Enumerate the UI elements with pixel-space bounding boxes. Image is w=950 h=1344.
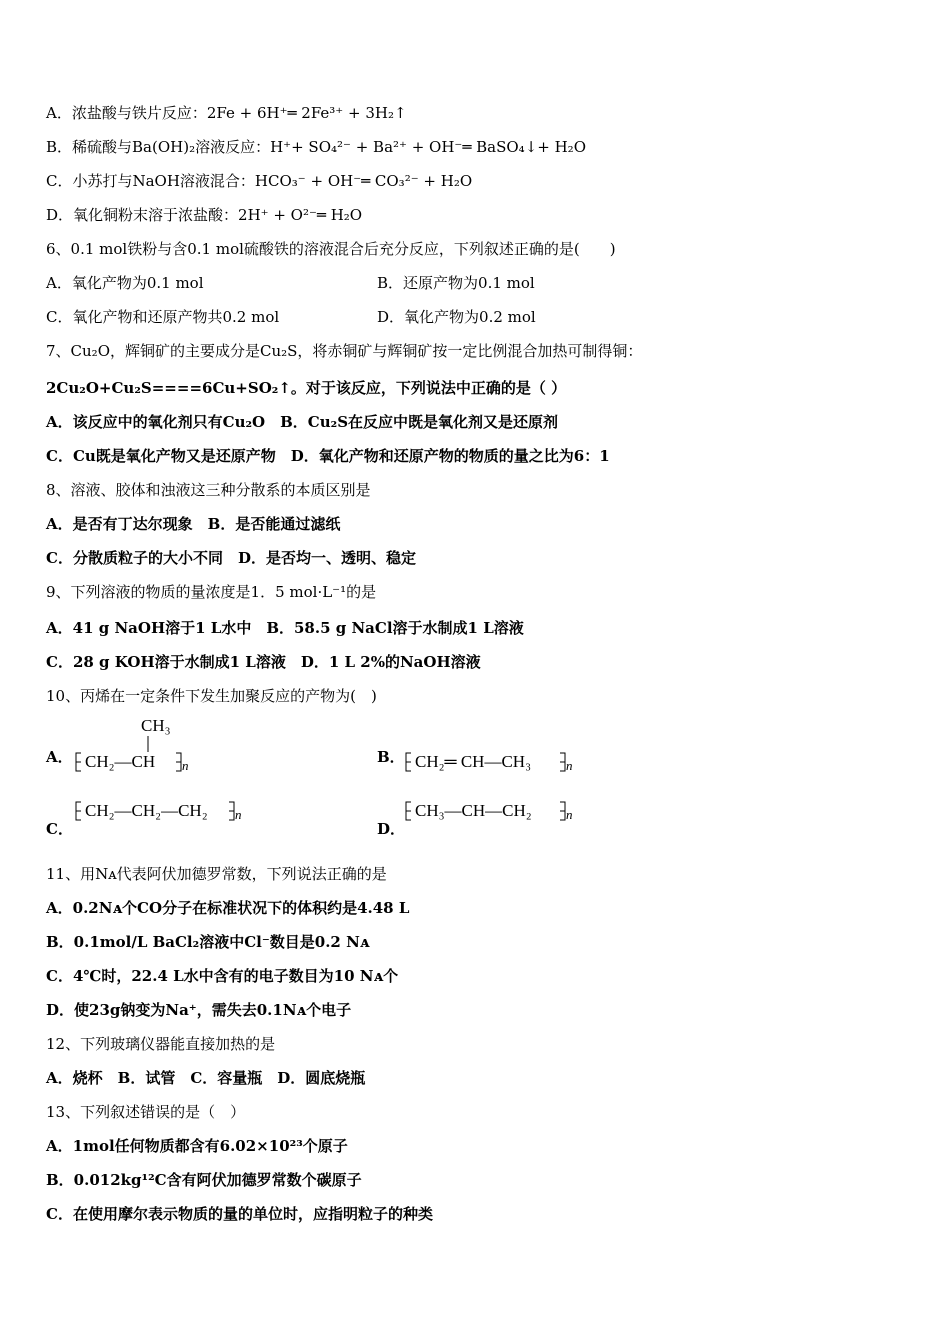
q9-options-cd: C．28 g KOH溶于水制成1 L溶液 D．1 L 2%的NaOH溶液: [46, 653, 481, 671]
q5-option-c: C．小苏打与NaOH溶液混合：HCO₃⁻ + OH⁻═ CO₃²⁻ + H₂O: [46, 172, 473, 190]
q7-equation: 2Cu₂O+Cu₂S====6Cu+SO₂↑。对于该反应，下列说法中正确的是（ ）: [46, 379, 567, 397]
q8-options-cd: C．分散质粒子的大小不同 D．是否均一、透明、稳定: [46, 549, 416, 567]
q6-option-a: A．氧化产物为0.1 mol: [46, 274, 204, 292]
q10-d-n: n: [566, 807, 573, 822]
q12-options: A．烧杯 B．试管 C．容量瓶 D．圆底烧瓶: [46, 1069, 366, 1087]
q10-stem: 10、丙烯在一定条件下发生加聚反应的产物为( ): [46, 687, 377, 705]
q10-b-n: n: [566, 758, 573, 773]
q6-option-c: C．氧化产物和还原产物共0.2 mol: [46, 308, 280, 326]
q10-a-n: n: [182, 758, 189, 773]
q10-option-b-structure: [405, 752, 575, 774]
q10-option-c-structure: [75, 801, 245, 823]
q10-d-chain: CH₃—CH—CH₂: [415, 801, 532, 820]
q11-option-b: B．0.1mol/L BaCl₂溶液中Cl⁻数目是0.2 Nᴀ: [46, 933, 370, 951]
q6-row-1: [46, 273, 910, 295]
q6-option-d: D．氧化产物为0.2 mol: [377, 308, 536, 326]
q10-option-a-structure: [75, 716, 195, 776]
q10-option-d-label: D．: [377, 820, 406, 838]
q8-stem: 8、溶液、胶体和浊液这三种分散系的本质区别是: [46, 481, 371, 499]
q11-option-c: C．4℃时，22.4 L水中含有的电子数目为10 Nᴀ个: [46, 967, 399, 985]
q10-b-chain: CH₂═ CH—CH₃: [415, 752, 531, 771]
q10-a-chain: CH₂—CH: [85, 752, 156, 771]
q10-c-n: n: [235, 807, 242, 822]
q10-option-d-structure: [405, 801, 575, 823]
q10-option-c-label: C．: [46, 820, 73, 838]
q13-stem: 13、下列叙述错误的是（ ）: [46, 1103, 246, 1121]
q9-options-ab: A．41 g NaOH溶于1 L水中 B．58.5 g NaCl溶于水制成1 L溶液: [46, 619, 524, 637]
q5-option-b: B．稀硫酸与Ba(OH)₂溶液反应：H⁺+ SO₄²⁻ + Ba²⁺ + OH⁻═ BaSO₄↓+ H₂O: [46, 138, 586, 156]
q11-option-d: D．使23g钠变为Na⁺，需失去0.1Nᴀ个电子: [46, 1001, 352, 1019]
q6-option-b: B．还原产物为0.1 mol: [377, 274, 535, 292]
q10-c-chain: CH₂—CH₂—CH₂: [85, 801, 208, 820]
q13-option-c: C．在使用摩尔表示物质的量的单位时，应指明粒子的种类: [46, 1205, 433, 1223]
q7-options-ab: A．该反应中的氧化剂只有Cu₂O B．Cu₂S在反应中既是氧化剂又是还原剂: [46, 413, 559, 431]
q10-option-a-label: A．: [46, 748, 73, 766]
q11-stem: 11、用Nᴀ代表阿伏加德罗常数，下列说法正确的是: [46, 865, 387, 883]
q7-options-cd: C．Cu既是氧化产物又是还原产物 D．氧化产物和还原产物的物质的量之比为6：1: [46, 447, 610, 465]
q5-option-a: A．浓盐酸与铁片反应：2Fe + 6H⁺═ 2Fe³⁺ + 3H₂↑: [46, 104, 407, 122]
q6-row-2: [46, 307, 910, 329]
q13-option-a: A．1mol任何物质都含有6.02×10²³个原子: [46, 1137, 348, 1155]
q7-stem: 7、Cu₂O，辉铜矿的主要成分是Cu₂S，将赤铜矿与辉铜矿按一定比例混合加热可制得铜：: [46, 342, 643, 360]
q10-option-b-label: B．: [377, 748, 405, 766]
q6-stem: 6、0.1 mol铁粉与含0.1 mol硫酸铁的溶液混合后充分反应，下列叙述正确的是( ): [46, 240, 616, 258]
q5-option-d: D．氧化铜粉末溶于浓盐酸：2H⁺ + O²⁻═ H₂O: [46, 206, 363, 224]
q13-option-b: B．0.012kg¹²C含有阿伏加德罗常数个碳原子: [46, 1171, 362, 1189]
q9-stem: 9、下列溶液的物质的量浓度是1．5 mol·L⁻¹的是: [46, 583, 377, 601]
q10-a-methyl: CH₃: [141, 716, 171, 735]
q12-stem: 12、下列玻璃仪器能直接加热的是: [46, 1035, 276, 1053]
q11-option-a: A．0.2Nᴀ个CO分子在标准状况下的体积约是4.48 L: [46, 899, 410, 917]
q8-options-ab: A．是否有丁达尔现象 B．是否能通过滤纸: [46, 515, 341, 533]
